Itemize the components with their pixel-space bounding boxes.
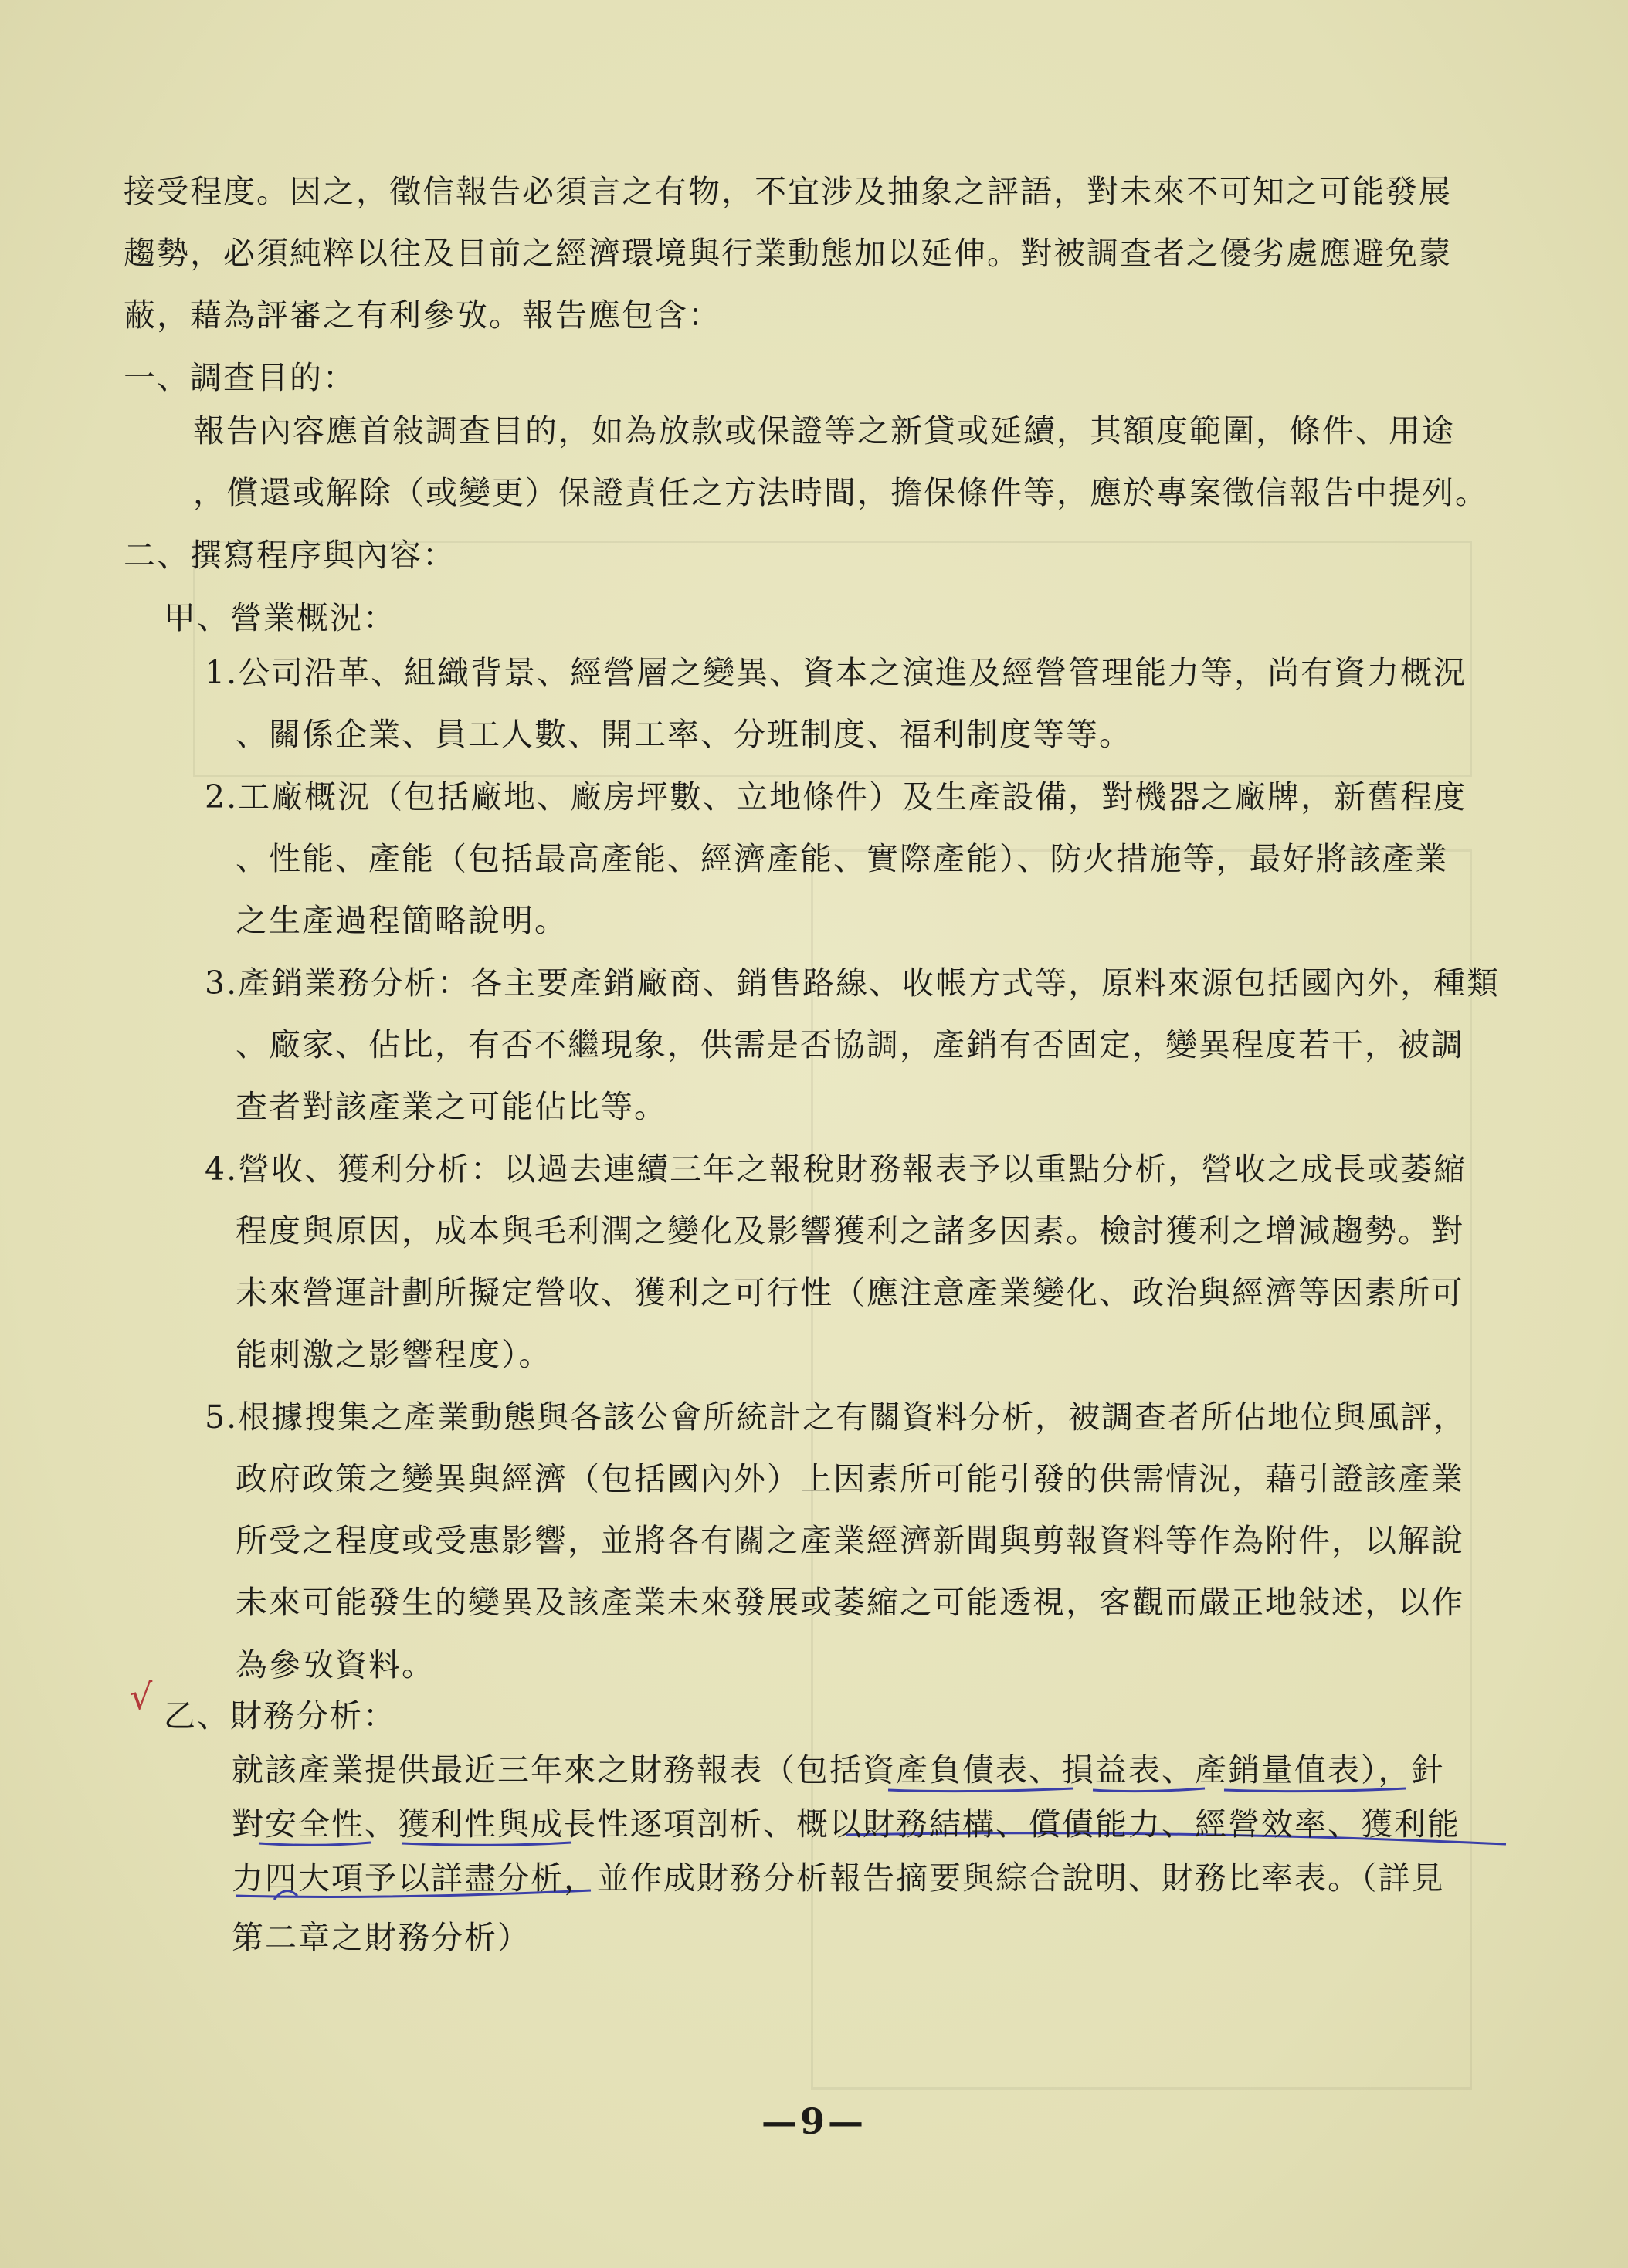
text-line: 、性能、產能（包括最高產能、經濟產能、實際產能）、防火措施等，最好將該產業 (236, 840, 1449, 877)
text-line: 蔽，藉為評審之有利參攷。報告應包含： (124, 297, 721, 334)
text-line: 查者對該產業之可能佔比等。 (236, 1088, 667, 1125)
text-line: 、關係企業、員工人數、開工率、分班制度、福利制度等等。 (236, 716, 1132, 753)
subsection-heading: 甲、營業概況： (164, 599, 396, 636)
text-line: 第二章之財務分析） (232, 1919, 531, 1956)
text-line: 趨勢，必須純粹以往及目前之經濟環境與行業動態加以延伸。對被調查者之優劣處應避免蒙 (124, 235, 1452, 272)
text-line: 接受程度。因之，徵信報告必須言之有物，不宜涉及抽象之評語，對未來不可知之可能發展 (124, 173, 1452, 210)
text-line: 所受之程度或受惠影響，並將各有關之產業經濟新聞與剪報資料等作為附件，以解說 (236, 1522, 1464, 1559)
list-item: 2.工廠概況（包括廠地、廠房坪數、立地條件）及生產設備，對機器之廠牌，新舊程度 (205, 778, 1467, 815)
text-line: 就該產業提供最近三年來之財務報表（包括資產負債表、損益表、產銷量值表），針 (232, 1751, 1445, 1788)
text-line: ，償還或解除（或變更）保證責任之方法時間，擔保條件等，應於專案徵信報告中提列。 (193, 474, 1488, 511)
text-line: 程度與原因，成本與毛利潤之變化及影響獲利之諸多因素。檢討獲利之增減趨勢。對 (236, 1212, 1464, 1249)
subsection-heading: 乙、財務分析： (164, 1697, 396, 1734)
text-line: 能刺激之影響程度）。 (236, 1336, 552, 1373)
list-item: 4.營收、獲利分析：以過去連續三年之報稅財務報表予以重點分析，營收之成長或萎縮 (205, 1151, 1467, 1188)
section-heading: 二、撰寫程序與內容： (124, 537, 456, 574)
text-line: 為參攷資料。 (236, 1646, 435, 1683)
list-item: 5.根據搜集之產業動態與各該公會所統計之有關資料分析，被調查者所佔地位與風評， (205, 1398, 1467, 1436)
list-item: 1.公司沿革、組織背景、經營層之變異、資本之演進及經營管理能力等，尚有資力概況 (205, 654, 1467, 691)
section-heading: 一、調查目的： (124, 359, 356, 396)
text-line: 報告內容應首敍調查目的，如為放款或保證等之新貸或延續，其額度範圍，條件、用途 (193, 412, 1455, 449)
text-line: 對安全性、獲利性與成長性逐項剖析、概以財務結構、償債能力、經營效率、獲利能 (232, 1805, 1460, 1843)
page-number: —9— (761, 2100, 867, 2142)
text-line: 未來營運計劃所擬定營收、獲利之可行性（應注意產業變化、政治與經濟等因素所可 (236, 1274, 1464, 1311)
text-line: 之生產過程簡略說明。 (236, 902, 568, 939)
text-line: 政府政策之變異與經濟（包括國內外）上因素所可能引發的供需情況，藉引證該產業 (236, 1460, 1464, 1497)
text-line: 未來可能發生的變異及該產業未來發展或萎縮之可能透視，客觀而嚴正地敍述，以作 (236, 1584, 1464, 1621)
list-item: 3.產銷業務分析：各主要產銷廠商、銷售路線、收帳方式等，原料來源包括國內外，種類 (205, 964, 1501, 1002)
text-line: 力四大項予以詳盡分析，並作成財務分析報告摘要與綜合說明、財務比率表。（詳見 (232, 1859, 1445, 1897)
check-mark-icon: √ (130, 1676, 153, 1717)
text-line: 、廠家、佔比，有否不繼現象，供需是否協調，產銷有否固定，變異程度若干，被調 (236, 1026, 1464, 1063)
